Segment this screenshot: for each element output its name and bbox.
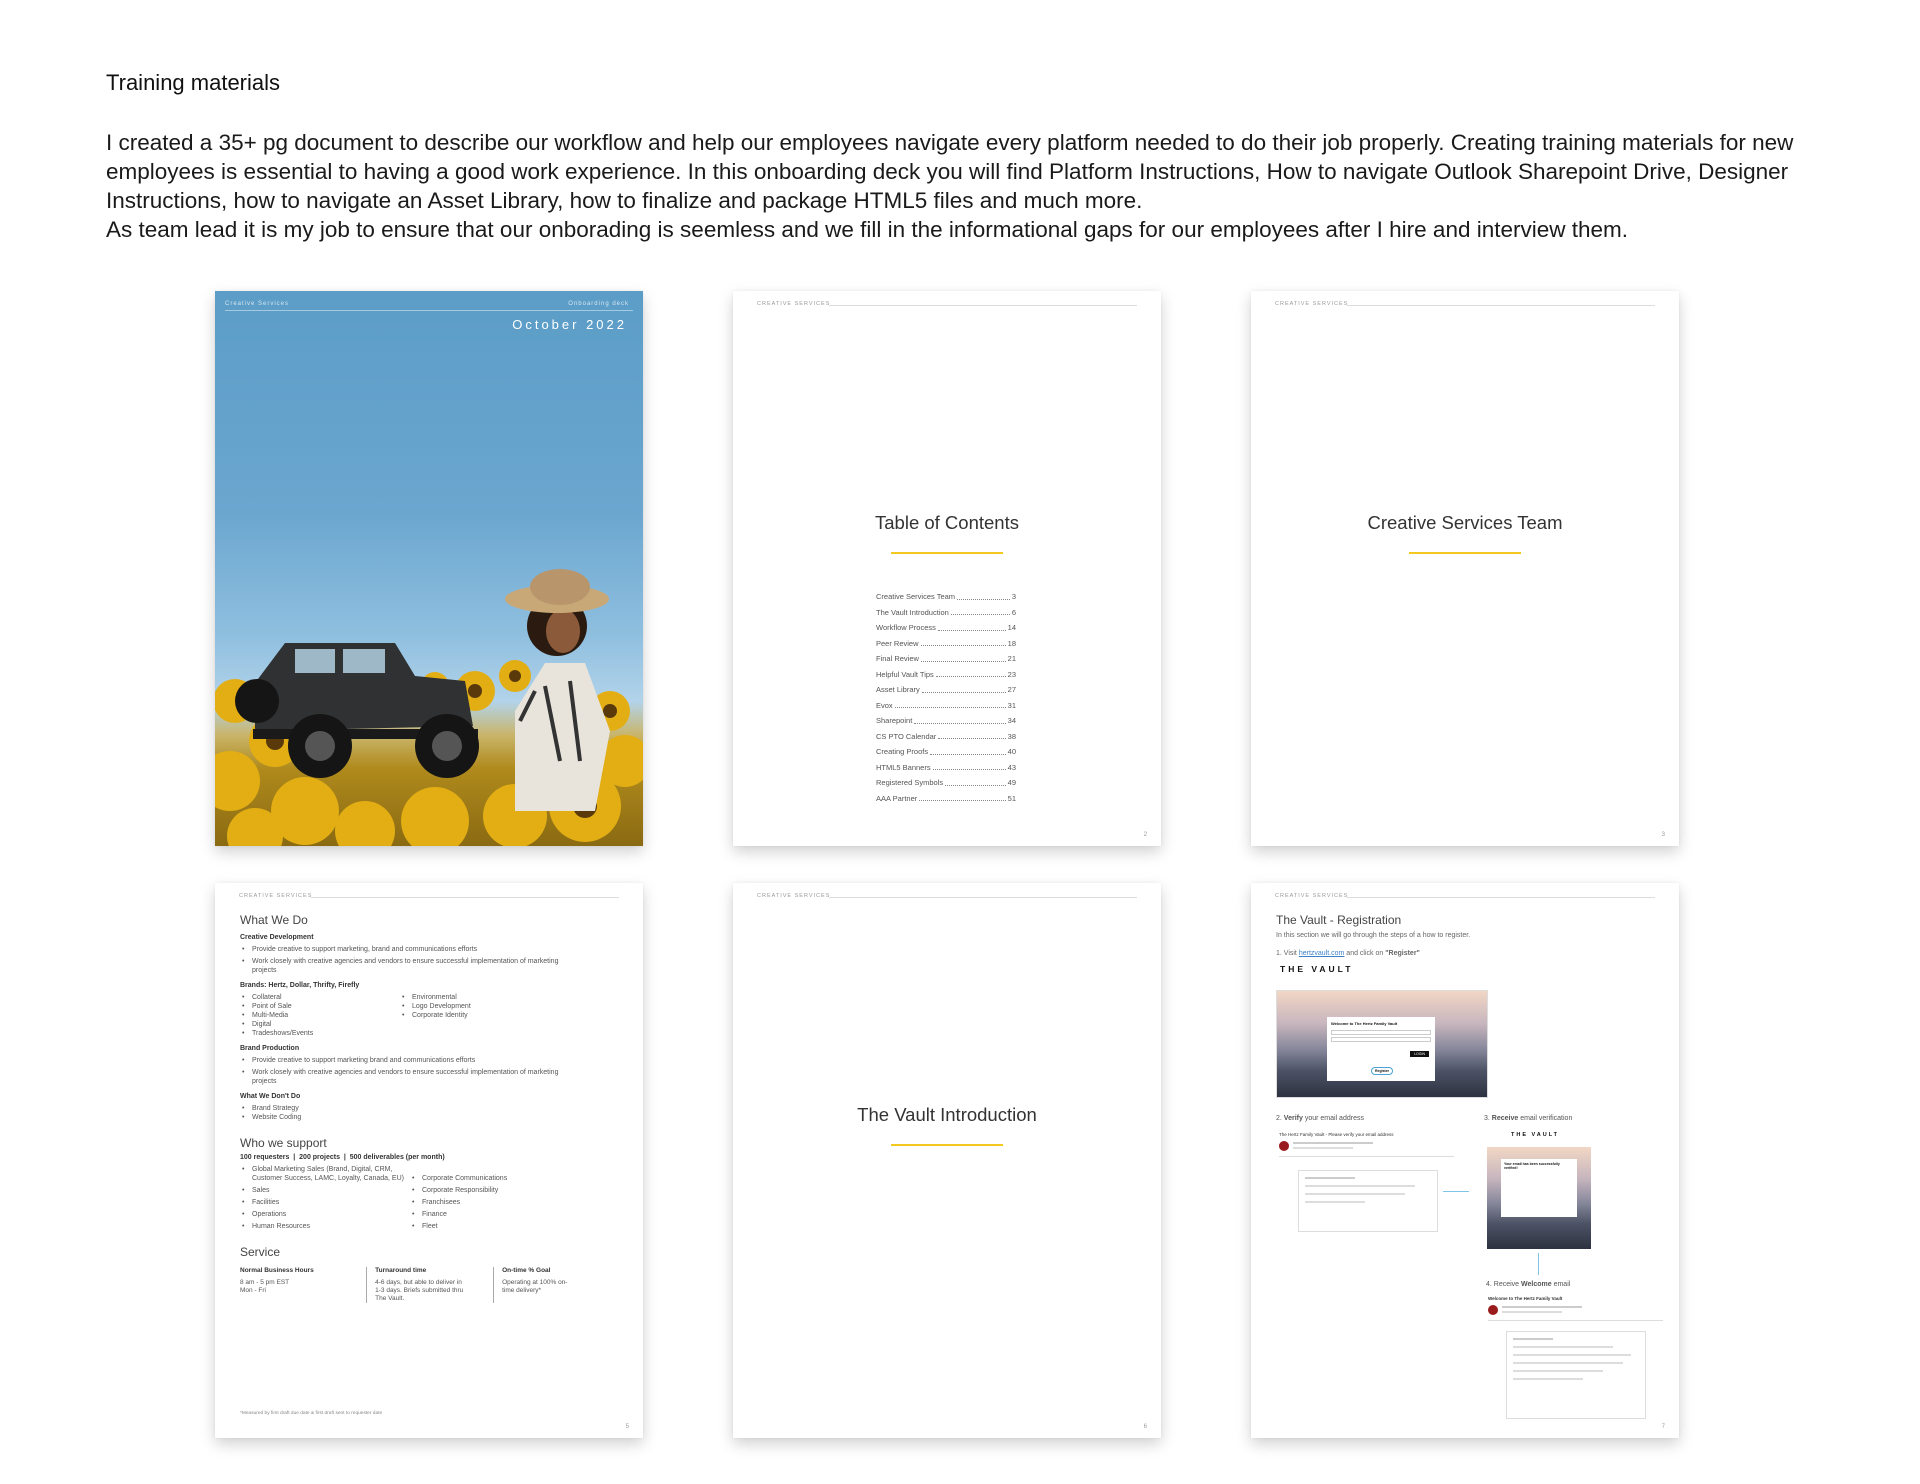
toc-item	[876, 667, 1016, 683]
what-we-do-page	[215, 883, 643, 1438]
bullet-item: • Fleet	[410, 1222, 570, 1231]
step-2-prefix: 2.	[1276, 1115, 1284, 1122]
bullet-item: • Sales	[240, 1186, 410, 1195]
toc-item-label: CS PTO Calendar	[876, 731, 937, 741]
step-1-bold: "Register"	[1385, 950, 1420, 957]
cover-right-label: Onboarding deck	[568, 301, 629, 307]
bullet-item: • Logo Development	[400, 1002, 560, 1011]
toc-leader-dots	[957, 589, 1010, 600]
bullet-item: • Finance	[410, 1210, 570, 1219]
toc-item-label: Asset Library	[876, 685, 920, 694]
service-col-title: On-time % Goal	[502, 1267, 551, 1274]
step-4-bold: Welcome	[1521, 1281, 1552, 1288]
step-3-bold: Receive	[1491, 1115, 1519, 1122]
step-2-rest: your email address	[1302, 1115, 1364, 1122]
what-we-do-title: What We Do	[240, 913, 308, 927]
cover-left-label: Creative Services	[225, 301, 290, 307]
dont-title: What We Don't Do	[240, 1093, 301, 1100]
step-1-prefix: 1. Visit	[1276, 950, 1299, 957]
service-col	[493, 1267, 620, 1303]
toc-item	[876, 651, 1016, 667]
toc-item	[876, 636, 1016, 652]
bullet-item: • Facilities	[240, 1198, 410, 1207]
page-number: 3	[1661, 832, 1665, 838]
header-label: CREATIVE SERVICES	[1275, 301, 1349, 307]
step-4-rest: email	[1551, 1281, 1571, 1288]
toc-item	[876, 775, 1016, 791]
page-number: 7	[1661, 1424, 1665, 1430]
verify-email-subject: The Hertz Family Vault - Please verify your email address	[1279, 1132, 1394, 1137]
header-label: CREATIVE SERVICES	[239, 893, 313, 899]
toc-item-label: Sharepoint	[876, 716, 913, 725]
toc-item	[876, 729, 1016, 745]
bullet-item: • Digital	[240, 1020, 400, 1029]
toc-leader-dots	[930, 744, 1006, 755]
step-2	[1276, 1115, 1364, 1122]
toc-item-label: HTML5 Banners	[876, 762, 931, 772]
vault-registration-content	[1276, 913, 1661, 974]
toc-item-label: Creative Services Team	[876, 592, 956, 601]
cover-date: October 2022	[512, 317, 627, 332]
email-meta-line	[1293, 1142, 1373, 1144]
toc-item-label: Registered Symbols	[876, 778, 944, 787]
toc-item-page: 34	[1007, 716, 1016, 725]
connector-line	[1538, 1253, 1539, 1275]
brands-left-col	[240, 993, 400, 1038]
toc-item-page: 6	[1011, 607, 1016, 617]
welcome-email-subject: Welcome to The Hertz Family Vault	[1488, 1296, 1563, 1301]
toc-item-label: Final Review	[876, 654, 919, 663]
footnote: *Measured by first draft due date & first draft sent to requester date	[240, 1411, 383, 1416]
header-rule	[1347, 897, 1655, 898]
toc-item-page: 31	[1007, 700, 1016, 710]
page-number: 2	[1143, 832, 1147, 838]
email-header	[1488, 1303, 1663, 1321]
toc-leader-dots	[951, 605, 1010, 616]
toc-item-page: 3	[1011, 592, 1016, 601]
service-title: Service	[240, 1245, 281, 1259]
login-card-title: Welcome to The Hertz Family Vault	[1331, 1021, 1398, 1026]
toc-item	[876, 682, 1016, 698]
login-button[interactable]: LOGIN	[1410, 1051, 1429, 1057]
toc-item-page: 43	[1007, 762, 1016, 772]
email-meta-line	[1502, 1306, 1582, 1308]
toc-item-page: 49	[1007, 778, 1016, 787]
step-3	[1484, 1115, 1572, 1122]
service-col-body: Operating at 100% on-time delivery*	[502, 1279, 568, 1294]
toc-item-label: AAA Partner	[876, 793, 918, 803]
support-list	[240, 1165, 620, 1231]
bullet-item: • Multi-Media	[240, 1011, 400, 1020]
page-header	[757, 301, 1137, 311]
cs-team-title: Creative Services Team	[1367, 512, 1563, 533]
support-title: Who we support	[240, 1136, 327, 1150]
bullet-item: • Global Marketing Sales (Brand, Digital, CRM, Customer Success, LAMC, Loyalty, Canada, EU)	[240, 1165, 405, 1183]
toc-list	[876, 589, 1016, 806]
toc-item	[876, 605, 1016, 621]
toc-item	[876, 744, 1016, 760]
toc-item-label: Helpful Vault Tips	[876, 669, 934, 679]
vault-reg-title: The Vault - Registration	[1276, 913, 1402, 927]
toc-item-label: The Vault Introduction	[876, 607, 949, 617]
intro-paragraph-2: As team lead it is my job to ensure that our onborading is seemless and we fill in the informational gaps for our employees after I hire and interview them.	[106, 217, 1629, 242]
cs-team-page	[1251, 291, 1679, 846]
title-underline	[891, 1144, 1003, 1146]
support-right-col	[410, 1165, 570, 1231]
title-underline	[891, 552, 1003, 554]
toc-item-label: Workflow Process	[876, 623, 936, 632]
service-columns	[240, 1267, 620, 1303]
avatar	[1488, 1305, 1498, 1315]
toc-page	[733, 291, 1161, 846]
page-header	[239, 893, 619, 903]
page-header	[757, 893, 1137, 903]
step-3-rest: email verification	[1518, 1115, 1573, 1122]
creative-dev-title: Creative Development	[240, 934, 314, 941]
email-meta-line	[1293, 1147, 1353, 1149]
step-3-prefix: 3.	[1484, 1115, 1492, 1122]
service-col-title: Normal Business Hours	[240, 1267, 314, 1274]
avatar	[1279, 1141, 1289, 1151]
support-stats: 100 requesters | 200 projects | 500 deliverables (per month)	[240, 1154, 445, 1161]
bullet-item: • Corporate Communications	[410, 1174, 570, 1183]
toc-leader-dots	[895, 698, 1006, 709]
welcome-email-body	[1506, 1331, 1646, 1419]
email-header	[1279, 1139, 1454, 1157]
toc-item-label: Creating Proofs	[876, 747, 929, 756]
header-label: CREATIVE SERVICES	[757, 893, 831, 899]
bullet-item: • Website Coding	[240, 1113, 620, 1122]
toc-leader-dots	[936, 667, 1006, 678]
bullet-item: • Operations	[240, 1210, 410, 1219]
username-field[interactable]	[1331, 1030, 1431, 1035]
login-screenshot	[1276, 990, 1488, 1098]
service-col-body: 8 am - 5 pm EST Mon - Fri	[240, 1279, 290, 1294]
password-field[interactable]	[1331, 1037, 1431, 1042]
page-header	[1275, 301, 1655, 311]
bullet-item: • Corporate Identity	[400, 1011, 560, 1020]
toc-leader-dots	[945, 775, 1006, 786]
service-col-title: Turnaround time	[375, 1267, 427, 1274]
bullet-item: • Corporate Responsibility	[410, 1186, 570, 1195]
login-card	[1327, 1017, 1435, 1081]
bullet-item: • Provide creative to support marketing brand and communications efforts	[240, 1056, 620, 1065]
toc-leader-dots	[921, 651, 1006, 662]
page-number: 6	[1143, 1424, 1147, 1430]
toc-leader-dots	[921, 636, 1006, 647]
step-4	[1486, 1281, 1570, 1288]
header-label: CREATIVE SERVICES	[1275, 893, 1349, 899]
vault-logo-small: THE VAULT	[1511, 1132, 1560, 1138]
bullet-item: • Human Resources	[240, 1222, 410, 1231]
verify-card: Your email has been successfully verified!	[1501, 1159, 1577, 1217]
toc-item	[876, 713, 1016, 729]
toc-leader-dots	[919, 791, 1005, 802]
header-rule	[1347, 305, 1655, 306]
toc-item	[876, 589, 1016, 605]
bullet-item: • Franchisees	[410, 1198, 570, 1207]
service-col	[240, 1267, 366, 1303]
intro-text	[106, 128, 1836, 244]
bullet-item: • Brand Strategy	[240, 1104, 620, 1113]
toc-item	[876, 620, 1016, 636]
service-col	[366, 1267, 493, 1303]
header-label: CREATIVE SERVICES	[757, 301, 831, 307]
toc-item-page: 38	[1007, 731, 1016, 741]
toc-item-page: 27	[1007, 685, 1016, 694]
bullet-item: • Tradeshows/Events	[240, 1029, 400, 1038]
toc-item-label: Evox	[876, 700, 893, 710]
toc-leader-dots	[938, 620, 1006, 631]
vault-reg-subtitle: In this section we will go through the steps of a how to register.	[1276, 932, 1471, 939]
toc-item	[876, 698, 1016, 714]
toc-leader-dots	[922, 682, 1006, 693]
connector-line	[1443, 1191, 1469, 1192]
toc-leader-dots	[933, 760, 1006, 771]
step-1-mid: and click on	[1344, 950, 1386, 957]
cover-page	[215, 291, 643, 846]
register-link[interactable]: Register	[1371, 1067, 1393, 1075]
email-meta-line	[1502, 1311, 1562, 1313]
toc-title: Table of Contents	[875, 512, 1019, 533]
header-rule	[829, 897, 1137, 898]
cover-photo-illustration	[215, 291, 643, 846]
page-number: 5	[625, 1424, 629, 1430]
toc-leader-dots	[914, 713, 1005, 724]
toc-leader-dots	[938, 729, 1005, 740]
bullet-item: • Point of Sale	[240, 1002, 400, 1011]
brands-list	[240, 993, 620, 1038]
support-left-col	[240, 1165, 410, 1231]
what-we-do-content	[240, 913, 620, 1303]
bullet-item: • Environmental	[400, 993, 560, 1002]
step-4-prefix: 4. Receive	[1486, 1281, 1522, 1288]
toc-item	[876, 791, 1016, 807]
vault-intro-page	[733, 883, 1161, 1438]
toc-item-page: 21	[1007, 654, 1016, 663]
vault-registration-page	[1251, 883, 1679, 1438]
verify-email-body	[1298, 1170, 1438, 1232]
toc-item-label: Peer Review	[876, 638, 919, 648]
toc-item-page: 51	[1007, 793, 1016, 803]
header-rule	[311, 897, 619, 898]
bullet-item: • Collateral	[240, 993, 400, 1002]
vault-link[interactable]: hertzvault.com	[1298, 950, 1345, 957]
toc-item-page: 14	[1007, 623, 1016, 632]
bullet-item: • Provide creative to support marketing, brand and communications efforts	[240, 945, 620, 954]
vault-intro-title: The Vault Introduction	[857, 1104, 1037, 1125]
step-1	[1276, 949, 1661, 959]
page-header	[1275, 893, 1655, 903]
bullet-item: • Work closely with creative agencies and vendors to ensure successful implementation of marketing projects	[240, 1068, 580, 1086]
toc-item-page: 18	[1007, 638, 1016, 648]
intro-paragraph-1: I created a 35+ pg document to describe our workflow and help our employees navigate every platform needed to do their job properly. Creating training materials for new employees is essential to having a good work experience. In this onboarding deck you will find Platform Instructions, How to navigate Outlook Sharepoint Drive, Designer Instructions, how to navigate an Asset Library, how to finalize and package HTML5 files and much more.	[106, 130, 1794, 213]
service-col-body: 4-6 days, but able to deliver in 1-3 days. Briefs submitted thru The Vault.	[375, 1279, 464, 1302]
toc-item-page: 40	[1007, 747, 1016, 756]
toc-item-page: 23	[1007, 669, 1016, 679]
header-rule	[829, 305, 1137, 306]
bullet-item: • Work closely with creative agencies and vendors to ensure successful implementation of marketing projects	[240, 957, 580, 975]
brands-right-col	[400, 993, 560, 1038]
verify-screenshot	[1487, 1147, 1591, 1249]
title-underline	[1409, 552, 1521, 554]
brand-prod-title: Brand Production	[240, 1045, 300, 1052]
section-heading: Training materials	[106, 70, 281, 95]
step-2-bold: Verify	[1283, 1115, 1303, 1122]
brands-title: Brands: Hertz, Dollar, Thrifty, Firefly	[240, 982, 360, 989]
toc-item	[876, 760, 1016, 776]
vault-logo: THE VAULT	[1280, 964, 1354, 974]
